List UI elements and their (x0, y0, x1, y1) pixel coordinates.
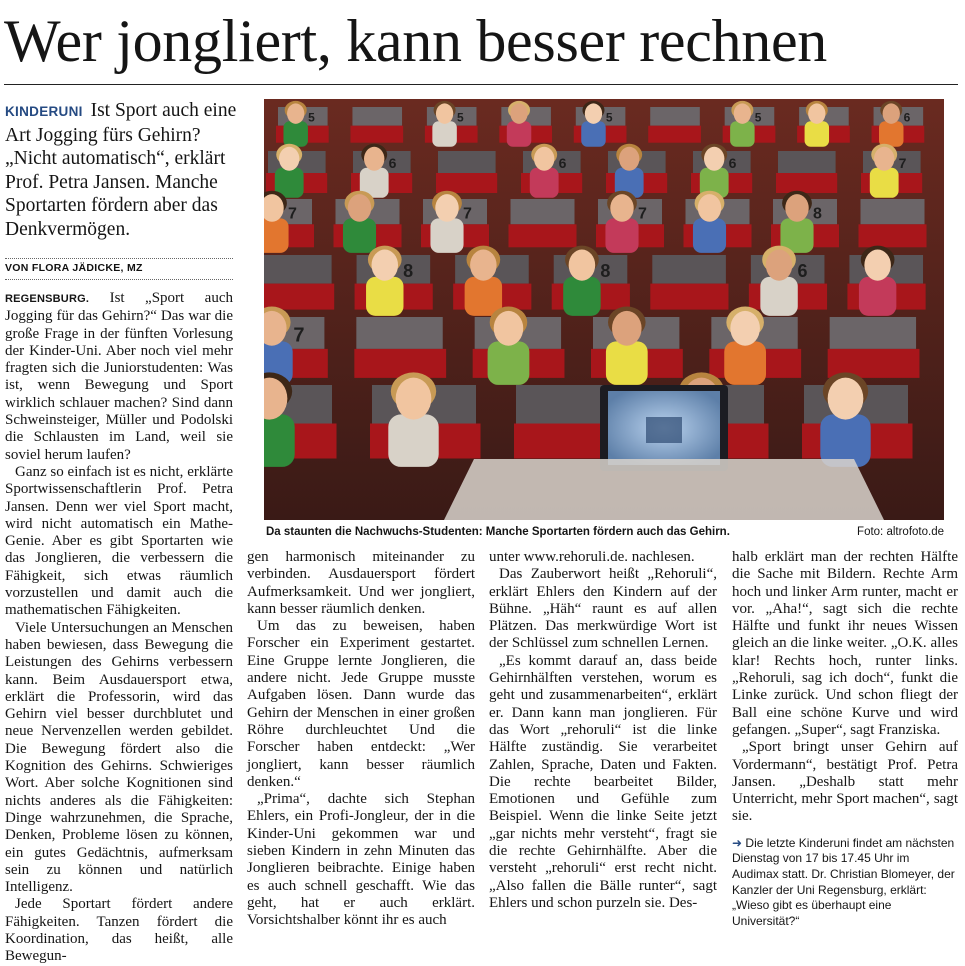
article-paragraph: Um das zu beweisen, haben Forscher ein Experiment gestartet. Eine Gruppe lernte Jonglieren, die andere nicht. Jede Gruppe musste Aufgaben lösen. Dann wurde das Gehirn der Menschen in einer großen Röhre durchleuchtet Und die Forscher haben entdeckt: „Wer jongliert, kann besser räumlich denken.“ (247, 618, 475, 790)
seat-back (650, 107, 700, 126)
article-paragraph: unter www.rehoruli.de. nachlesen. (489, 549, 695, 565)
child-body (283, 121, 307, 147)
child-body (760, 277, 797, 316)
article-paragraph: Ganz so einfach ist es nicht, erklärte Sportwissenschaftlerin Prof. Petra Jansen. Denn wer viel Sport macht, wird nicht automatisch ein Mathe-Genie. Aber es gibt Sportarten wie das Jonglieren, die verbessern die Fähigkeit, sich etwas räumlich vorzustellen und damit auch die mathematischen Fähigkeiten. (5, 463, 233, 619)
child-body (264, 218, 289, 253)
seat-number: 8 (403, 260, 414, 281)
child-body (563, 277, 600, 316)
seat-back (352, 107, 402, 126)
article-paragraph: gen harmonisch miteinander zu verbinden. Ausdauersport fördert Aufmerksamkeit. Und wer jongliert, kann besser räumlich denken. (247, 549, 475, 617)
seat-number: 6 (728, 154, 737, 171)
seat-number: 7 (898, 154, 907, 171)
article-column-2 (247, 549, 475, 930)
child-face (436, 103, 453, 123)
byline-rule-top (5, 258, 233, 259)
seat-back (264, 255, 332, 284)
seat-cushion (436, 173, 497, 193)
child-body (264, 414, 295, 467)
child-body (870, 168, 899, 198)
child-body (343, 218, 376, 253)
child-face (610, 194, 633, 222)
headline: Wer jongliert, kann besser rechnen (4, 8, 827, 74)
child-body (432, 121, 456, 147)
child-body (805, 121, 829, 147)
child-body (488, 341, 530, 385)
article-column-3 (489, 549, 717, 912)
seat-cushion (509, 224, 577, 247)
article-column-1 (5, 290, 233, 966)
teaser-kicker: KINDERUNI (5, 104, 83, 119)
child-face (734, 103, 751, 123)
child-body (430, 218, 463, 253)
child-face (287, 103, 304, 123)
teaser-text: Ist Sport auch eine Art Jogging fürs Gehirn? „Nicht automatisch“, erklärt Prof. Petra Jansen. Manche Sportarten fördern aber das Denkvermögen. (5, 100, 237, 240)
seat-number: 5 (605, 110, 613, 125)
headline-rule (4, 84, 958, 85)
seat-back (652, 255, 726, 284)
seat-cushion (859, 224, 927, 247)
article-paragraph: Viele Untersuchungen an Menschen haben bewiesen, dass Bewegung die Leistungen des Gehirns verbessern kann. Beim Ausdauersport etwa, erklärt die Professorin, wird das Gehirn viel besser durchblutet und neue Nervenzellen werden gebildet. Die Bewegung fördert also die Kognition des Gehirns. Schwieriges Wort. Aber solche Kognitionen sind nichts anderes als die Fähigkeiten: Dinge wahrzunehmen, die Sprache, Denken, Probleme lösen zu können, ein gutes Gedächtnis, aufmerksam sein zu können und natürlich Intelligenz. (5, 619, 233, 896)
child-face (279, 147, 299, 171)
article-column-4 (732, 549, 958, 929)
child-face (569, 250, 596, 281)
article-paragraph: „Sport bringt unser Gehirn auf Vordermann“, bestätigt Prof. Petra Jansen. „Deshalb statt mehr Unterricht, mehr Sport machen“, sagt sie. (732, 739, 958, 825)
photo-credit: Foto: altrofoto.de (857, 526, 944, 538)
child-body (606, 341, 648, 385)
seat-number: 8 (813, 205, 822, 223)
dateline: REGENSBURG. (5, 293, 90, 305)
child-face (470, 250, 497, 281)
seat-number: 6 (388, 154, 397, 171)
seat-cushion (648, 126, 701, 143)
child-face (828, 378, 864, 420)
byline: VON FLORA JÄDICKE, MZ (5, 262, 143, 274)
seat-number: 5 (308, 110, 315, 125)
seat-number: 7 (288, 205, 297, 223)
child-face (874, 147, 894, 171)
child-face (372, 250, 399, 281)
child-body (581, 121, 605, 147)
child-face (534, 147, 554, 171)
seat-number: 8 (600, 260, 611, 281)
child-face (494, 311, 524, 346)
article-paragraph: Jede Sportart fördert andere Fähigkeiten. Tanzen fördert die Koordination, das heißt, alle Bewegun- (5, 896, 233, 965)
seat-cushion (354, 349, 446, 378)
seat-back (438, 151, 496, 173)
child-body (724, 341, 766, 385)
seat-back (830, 317, 916, 349)
child-body (693, 218, 726, 253)
child-face (435, 194, 458, 222)
child-face (704, 147, 724, 171)
child-body (507, 121, 531, 147)
child-face (883, 103, 900, 123)
child-face (619, 147, 639, 171)
photo-caption: Da staunten die Nachwuchs-Studenten: Manche Sportarten fördern auch das Gehirn. (266, 526, 730, 538)
child-face (585, 103, 602, 123)
child-face (612, 311, 642, 346)
article-paragraph: REGENSBURG. Ist „Sport auch Jogging für das Gehirn?“ Das war die große Frage in der fünften Vorlesung der Kinder-Uni. Aber noch viel mehr fragten sich die Juniorstudenten: Was ist, wenn Bewegung und Sport wirklich schlauer machen? Sind dann Schweinsteiger, Müller und Podolski die Schlausten im Land, weil sie soviel herum laufen? (5, 290, 233, 463)
child-body (366, 277, 403, 316)
seat-number: 6 (558, 154, 567, 171)
article-paragraph: halb erklärt man der rechten Hälfte die Sache mit Bildern. Rechte Arm hoch und linker Arm runter, macht er vor. „Aha!“, sagt sich die rechte Hälfte und funkt ihr neues Wissen gleich an die linke weiter. „O.K. alles klar! Rechts hoch, runter links. „Rehoruli, sag ich doch“, funkt die Linke zurück. Und schon fliegt der Ball eine schöne Kurve und wird gefangen. „Super“, sagt Franziska. (732, 549, 958, 738)
seat-cushion (264, 284, 334, 310)
seat-number: 6 (903, 110, 911, 125)
seat-cushion (350, 126, 403, 143)
child-face (348, 194, 371, 222)
child-body (879, 121, 903, 147)
seat-back (356, 317, 442, 349)
child-face (808, 103, 825, 123)
child-face (510, 103, 527, 123)
seat-number: 7 (293, 324, 305, 347)
child-body (465, 277, 502, 316)
article-paragraph: „Es kommt darauf an, dass beide Gehirnhälften verstehen, worum es geht und zusammenarbeiten“, erklärt er. Dann kann man jonglieren. Für das Wort „rehoruli“ ist die linke Hälfte zuständig. Sie verarbeitet Zahlen, Sprache, Daten und Fakten. Die rechte bearbeitet Bilder, Emotionen und Gefühle zum Beispiel. Wenn die linke Seite jetzt „gar nichts mehr versteht“, fragt sie die rechte Gehirnhälfte. Aber die versteht „rehoruli“ erst recht nicht. „Also fallen die Bälle runter“, sagt Ehlers und schon purzeln sie. Des- (489, 652, 717, 911)
child-face (698, 194, 721, 222)
seat-number: 7 (638, 205, 647, 223)
seat-back (861, 199, 925, 224)
teaser (5, 99, 237, 241)
arrow-right-icon: ➜ (732, 835, 743, 850)
seat-back (511, 199, 575, 224)
seat-number: 5 (754, 110, 762, 125)
seat-back (778, 151, 836, 173)
child-body (730, 121, 754, 147)
child-face (766, 250, 793, 281)
seat-number: 6 (797, 260, 808, 281)
seat-number: 5 (456, 110, 464, 125)
byline-rule-bottom (5, 279, 233, 280)
child-face (364, 147, 384, 171)
lecture-hall-photo (264, 99, 944, 520)
child-body (530, 168, 559, 198)
child-face (785, 194, 808, 222)
article-paragraph: Das Zauberwort heißt „Rehoruli“, erklärt Ehlers den Kindern auf der Bühne. „Häh“ raunt es auf allen Plätzen. Das merkwürdige Wort ist der Schlüssel zum schnellen Lernen. (489, 566, 717, 652)
info-note: ➜ Die letzte Kinderuni findet am nächsten Dienstag von 17 bis 17.45 Uhr im Audimax statt. Dr. Christian Blomeyer, der Kanzler der Uni Regensburg, erklärt: „Wieso gibt es überhaupt eine Universität?“ (732, 835, 955, 928)
child-face (864, 250, 891, 281)
child-face (396, 378, 432, 420)
child-face (730, 311, 760, 346)
seat-cushion (776, 173, 837, 193)
article-paragraph: „Prima“, dachte sich Stephan Ehlers, ein Profi-Jongleur, der in die Kinder-Uni gekommen war und sieben Kindern in zehn Minuten das Jonglieren beibrachte. Einige haben es auch schnell geschafft. Wie das geht, hat er auch erklärt. Vorsichtshalber könnt ihr es auch (247, 791, 475, 929)
child-body (859, 277, 896, 316)
seat-cushion (650, 284, 728, 310)
child-body (605, 218, 638, 253)
child-body (388, 414, 438, 467)
seat-number: 7 (463, 205, 472, 223)
